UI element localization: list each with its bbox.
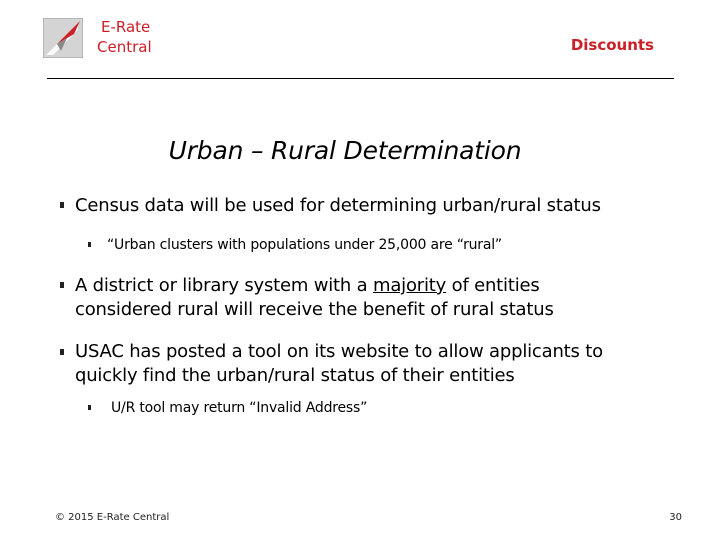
section-title: Discounts: [570, 36, 654, 54]
bullet-usac-line2: quickly find the urban/rural status of their entities: [75, 365, 515, 386]
bullet-majority-line2: considered rural will receive the benefit of rural status: [75, 299, 554, 320]
footer-copyright: © 2015 E-Rate Central: [55, 512, 170, 523]
logo-line-2: Central: [97, 38, 152, 56]
erate-logo-icon: [43, 18, 83, 58]
bullet-majority: [75, 274, 554, 322]
bullet-census: Census data will be used for determining urban/rural status: [75, 195, 601, 216]
bullet-marker: [60, 202, 64, 208]
sub-bullet-invalid-address: U/R tool may return “Invalid Address”: [111, 400, 368, 416]
page-number: 30: [669, 512, 682, 523]
sub-bullet-urban-clusters: “Urban clusters with populations under 25,000 are “rural”: [107, 237, 502, 253]
majority-emphasis: majority: [373, 275, 447, 296]
bullet-usac-line1: USAC has posted a tool on its website to allow applicants to: [75, 341, 603, 362]
header-divider: [47, 78, 674, 79]
bullet-majority-before: A district or library system with a: [75, 275, 374, 296]
bullet-marker: [60, 349, 64, 355]
bullet-marker: [60, 282, 64, 288]
logo-wordmark: [97, 17, 152, 57]
bullet-usac-tool: [75, 340, 603, 388]
slide-title: Urban – Rural Determination: [168, 136, 522, 165]
sub-bullet-marker: [88, 242, 91, 247]
bullet-majority-after: of entities: [446, 275, 540, 296]
sub-bullet-marker: [88, 405, 91, 410]
logo-line-1: E-Rate: [101, 18, 151, 36]
